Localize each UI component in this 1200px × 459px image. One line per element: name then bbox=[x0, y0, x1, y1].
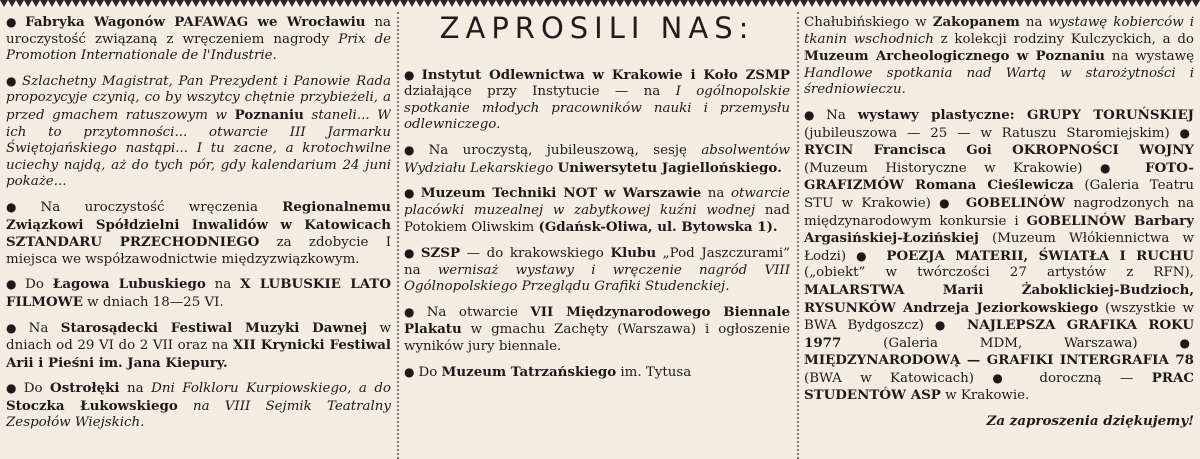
bullet-icon: ● bbox=[1179, 335, 1190, 350]
plain-text: na bbox=[1019, 15, 1049, 30]
italic-text: Dni Folkloru Kurpiowskiego, a do bbox=[151, 381, 391, 397]
bullet-icon: ● bbox=[404, 67, 418, 82]
plain-text: (Muzeum Włókiennictwa w Łodzi) bbox=[804, 231, 1194, 264]
bullet-icon: ● bbox=[1179, 125, 1190, 140]
bold-text: Muzeum Techniki NOT w Warszawie bbox=[420, 185, 702, 202]
bold-text: Muzeum Tatrzańskiego bbox=[441, 363, 617, 380]
bold-text: MIĘDZYNARODOWĄ — GRAFIKI INTERGRAFIA 78 bbox=[804, 352, 1194, 369]
italic-text: otwarcie placówki muzealnej w zabytkowej kuźni wodnej bbox=[404, 186, 790, 218]
plain-text: nad Potokiem Oliwskim bbox=[404, 202, 790, 236]
italic-text: I ogólnopolskie spotkanie młodych pracowników nauki i przemysłu odlewniczego. bbox=[404, 84, 790, 133]
plain-text: na bbox=[119, 381, 152, 397]
plain-text: na bbox=[701, 186, 731, 202]
italic-text: wystawę kobierców i tkanin wschodnich bbox=[804, 15, 1194, 47]
column-divider bbox=[797, 12, 799, 459]
bold-text: wystawy plastyczne: GRUPY TORUŃSKIEJ bbox=[857, 106, 1194, 123]
plain-text: Do bbox=[25, 277, 53, 293]
italic-text: staneli... W ich to przytomności... otwarcie III Jarmarku Świętojańskiego nastąpi... I tu zacne, a krotochwilne uciechy najdą, aż do tych pór, gdy kalendarium 24 juni pokaże... bbox=[6, 107, 391, 190]
plain-text: — do krakowskiego bbox=[460, 245, 611, 261]
bullet-icon: ● bbox=[6, 381, 20, 396]
bold-text: NAJLEPSZA GRAFIKA ROKU 1977 bbox=[804, 317, 1194, 351]
plain-text: „Pod Jaszczurami” na bbox=[404, 245, 790, 278]
bullet-icon: ● bbox=[404, 364, 415, 379]
plain-text: (wszystkie w BWA Bydgoszcz) bbox=[804, 300, 1194, 334]
bold-text: SZTANDARU PRZECHODNIEGO bbox=[6, 234, 260, 251]
column-right-body bbox=[804, 14, 1194, 405]
announcement-paragraph bbox=[6, 320, 391, 373]
plain-text: Do bbox=[23, 381, 51, 397]
plain-text: (BWA w Katowicach) bbox=[804, 370, 993, 386]
plain-text bbox=[956, 318, 967, 333]
plain-text: nagrodzonych na międzynarodowym konkursie i bbox=[804, 195, 1194, 229]
italic-text: Handlowe spotkania nad Wartą w starożytności i średniowieczu. bbox=[804, 65, 1194, 98]
bold-text: Poznaniu bbox=[234, 106, 304, 123]
plain-text: w Krakowie. bbox=[940, 388, 1030, 404]
announcement-paragraph bbox=[804, 14, 1194, 99]
column-divider bbox=[397, 12, 399, 459]
announcement-paragraph bbox=[404, 245, 790, 296]
zigzag-shape bbox=[0, 0, 1200, 7]
bold-text: Regionalnemu Związkowi Spółdzielni Inwalidów w Katowicach bbox=[6, 198, 391, 233]
plain-text bbox=[876, 249, 886, 264]
italic-text: wernisaż wystawy i wręczenie nagród VIII Ogólnopolskiego Przeglądu Grafiki Studenckiej. bbox=[404, 262, 790, 295]
bold-text: Fabryka Wagonów PAFAWAG we Wrocławiu bbox=[25, 14, 366, 30]
bold-text: SZSP bbox=[420, 244, 461, 261]
italic-text: absolwentów Wydziału Lekarskiego bbox=[404, 142, 790, 176]
plain-text: (Galeria Teatru STU w Krakowie) bbox=[804, 178, 1194, 211]
bold-text: Muzeum Archeologicznego w Poznaniu bbox=[804, 48, 1105, 65]
bullet-icon: ● bbox=[6, 320, 25, 335]
bold-text: Starosądecki Festiwal Muzyki Dawnej bbox=[60, 319, 368, 336]
announcement-paragraph bbox=[6, 14, 391, 65]
bullet-icon: ● bbox=[6, 15, 22, 29]
bold-text: VII Międzynarodowego Biennale Plakatu bbox=[404, 303, 790, 338]
bold-text: Klubu bbox=[610, 244, 657, 261]
plain-text: (Galeria MDM, Warszawa) bbox=[841, 335, 1180, 351]
italic-text: Szlachetny Magistrat, Pan Prezydent i Panowie Rada propozycyje czynią, co by wszytcy chętnie przybieżeli, a przed gmachem ratuszowym w bbox=[6, 73, 391, 123]
column-middle-body bbox=[404, 67, 790, 382]
bold-text: X LUBUSKIE LATO FILMOWE bbox=[6, 276, 391, 310]
announcement-paragraph bbox=[6, 276, 391, 311]
plain-text: (jubileuszowa — 25 — w Ratuszu Staromiejskim) bbox=[804, 125, 1180, 141]
bold-text: (Gdańsk-Oliwa, ul. Bytowska 1). bbox=[538, 219, 778, 236]
plain-text: w dniach od 29 VI do 2 VII oraz na bbox=[6, 320, 391, 354]
plain-text: Chałubińskiego w bbox=[804, 15, 933, 30]
bullet-icon: ● bbox=[939, 195, 954, 210]
bold-text: Zakopanem bbox=[932, 14, 1020, 30]
bold-text: GOBELINÓW bbox=[965, 194, 1066, 211]
plain-text: Na bbox=[28, 320, 61, 336]
bold-text: POEZJA MATERII, ŚWIATŁA I RUCHU bbox=[886, 247, 1194, 264]
bullet-icon: ● bbox=[856, 248, 873, 263]
bold-text: RYCIN Francisca Goi OKROPNOŚCI WOJNY bbox=[804, 142, 1194, 159]
plain-text bbox=[958, 196, 966, 211]
plain-text: Na uroczystą, jubileuszową, sesję bbox=[428, 142, 702, 158]
plain-text: w dniach 18—25 VI. bbox=[82, 294, 224, 310]
bullet-icon: ● bbox=[404, 186, 417, 201]
bold-text: Łagowa Lubuskiego bbox=[52, 276, 206, 293]
bold-text: MALARSTWA Marii Żaboklickiej-Budzioch, RYSUNKÓW Andrzeja Jeziorkowskiego bbox=[804, 281, 1194, 316]
closing-line: Za zaproszenia dziękujemy! bbox=[986, 413, 1194, 430]
plain-text bbox=[1128, 161, 1145, 176]
bold-text: Instytut Odlewnictwa w Krakowie i Koło ZSMP bbox=[421, 66, 790, 83]
bullet-icon: ● bbox=[992, 370, 1017, 385]
bullet-icon: ● bbox=[804, 107, 823, 122]
bullet-icon: ● bbox=[6, 73, 18, 88]
announcement-paragraph bbox=[404, 364, 790, 382]
bullet-icon: ● bbox=[934, 318, 952, 333]
bullet-icon: ● bbox=[6, 277, 22, 292]
bold-text: FOTO-GRAFIZMÓW Romana Cieślewicza bbox=[804, 159, 1194, 194]
plain-text: im. Tytusa bbox=[616, 364, 692, 380]
plain-text: na wystawę bbox=[1104, 49, 1194, 65]
plain-text: z kolekcji rodziny Kulczyckich, a do bbox=[933, 31, 1194, 47]
plain-text: Na bbox=[826, 107, 858, 123]
announcement-paragraph bbox=[404, 185, 790, 237]
column-left bbox=[6, 14, 391, 455]
plain-text: doroczną — bbox=[1021, 370, 1152, 386]
plain-text: na uroczystość związaną z wręczeniem nagrody bbox=[6, 15, 391, 47]
plain-text: działające przy Instytucie — na bbox=[404, 84, 676, 100]
plain-text: Do bbox=[418, 364, 442, 380]
bold-text: XII Krynicki Festiwal Arii i Pieśni im. Jana Kiepury. bbox=[6, 337, 391, 371]
bold-text: Uniwersytetu Jagiellońskiego. bbox=[557, 159, 782, 176]
bold-text: Ostrołęki bbox=[50, 380, 120, 397]
bullet-icon: ● bbox=[6, 199, 37, 214]
plain-text: Na otwarcie bbox=[426, 304, 531, 320]
bullet-icon: ● bbox=[1099, 160, 1124, 175]
bold-text: GOBELINÓW Barbary Argasińskiej-Łozińskiej bbox=[804, 212, 1194, 247]
plain-text: Na uroczystość wręczenia bbox=[40, 199, 283, 215]
column-right bbox=[804, 14, 1194, 455]
plain-text: w gmachu Zachęty (Warszawa) i ogłoszenie wyników jury biennale. bbox=[404, 322, 790, 354]
bold-text: PRAC STUDENTÓW ASP bbox=[804, 369, 1194, 404]
bullet-icon: ● bbox=[404, 245, 417, 260]
announcement-paragraph bbox=[6, 199, 391, 268]
bullet-icon: ● bbox=[404, 142, 425, 157]
column-middle bbox=[404, 14, 790, 455]
zigzag-border bbox=[0, 0, 1200, 12]
page-heading: ZAPROSILI NAS: bbox=[439, 14, 755, 45]
plain-text: (Muzeum Historyczne w Krakowie) bbox=[804, 160, 1100, 176]
bold-text: Stoczka Łukowskiego bbox=[6, 397, 178, 414]
announcement-paragraph bbox=[6, 380, 391, 432]
plain-text: („obiekt” w twórczości 27 artystów z RFN), bbox=[804, 265, 1194, 281]
announcement-paragraph bbox=[404, 142, 790, 177]
italic-text: na VIII Sejmik Teatralny Zespołów Wiejskich. bbox=[6, 398, 391, 431]
bullet-icon: ● bbox=[404, 304, 423, 319]
plain-text: za zdobycie I miejsca we współzawodnictwie międzyzwiązkowym. bbox=[6, 235, 391, 267]
announcement-paragraph bbox=[804, 107, 1194, 405]
italic-text: Prix de Promotion Internationale de l'Industrie. bbox=[6, 31, 391, 64]
announcement-paragraph bbox=[404, 304, 790, 356]
plain-text: na bbox=[205, 277, 241, 293]
announcement-paragraph bbox=[6, 73, 391, 191]
announcement-paragraph bbox=[404, 67, 790, 134]
